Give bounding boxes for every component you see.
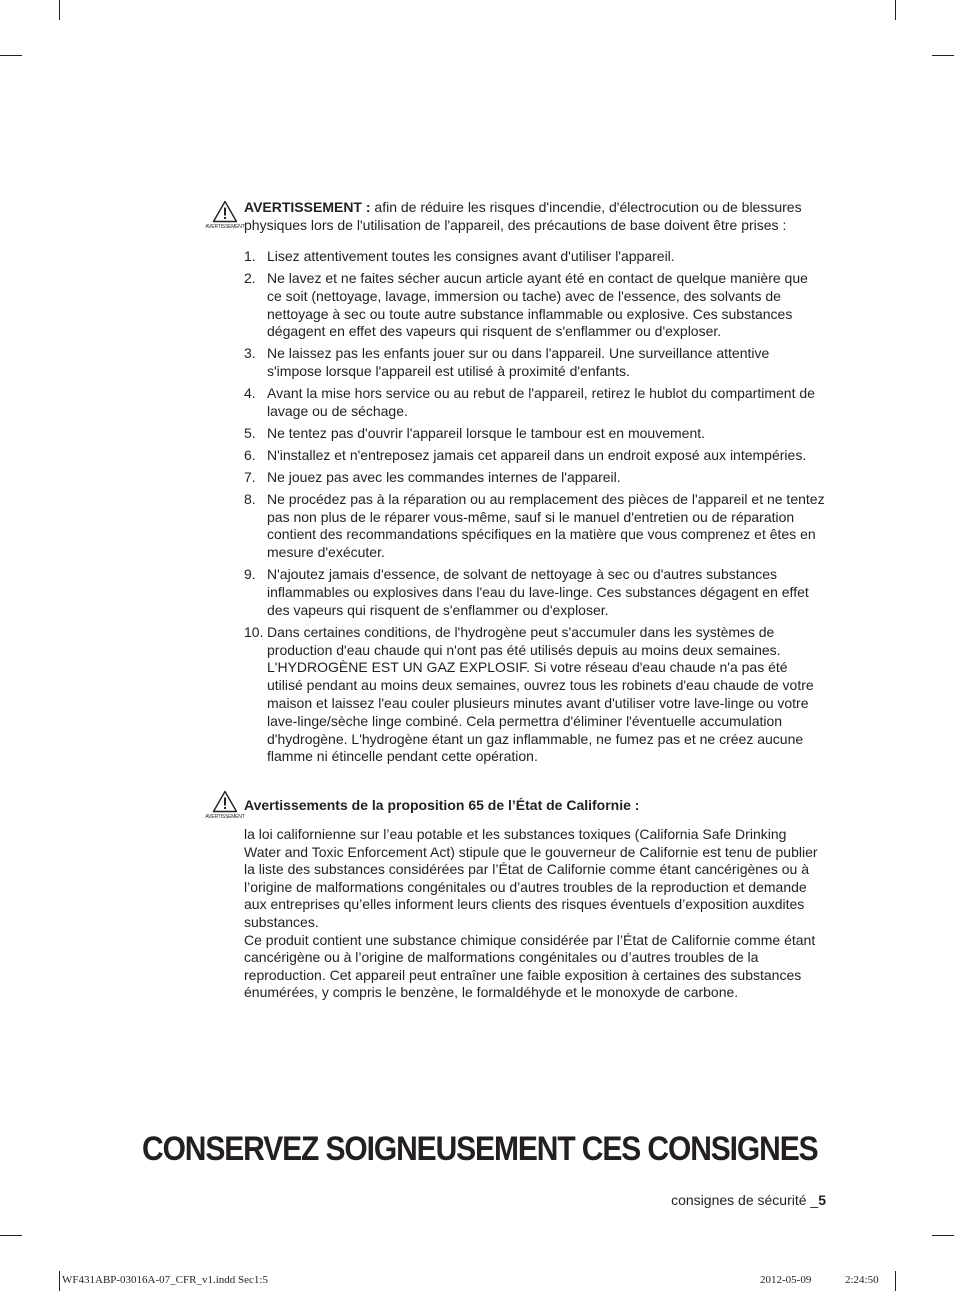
list-item-text: Avant la mise hors service ou au rebut de l'appareil, retirez le hublot du compartiment de lavage ou de séchage.	[267, 385, 815, 419]
prop65-body	[244, 826, 824, 1002]
list-item-text: Ne laissez pas les enfants jouer sur ou dans l'appareil. Une surveillance attentive s'impose lorsque l'appareil est utilisé à proximité d'enfants.	[267, 345, 770, 380]
prop65-heading	[244, 797, 826, 815]
page-number: 5	[818, 1192, 826, 1208]
list-item-text: N'installez et n'entreposez jamais cet appareil dans un endroit exposé aux intempéries.	[267, 446, 807, 463]
list-item-text: Dans certaines conditions, de l'hydrogène peut s'accumuler dans les systèmes de production d'eau chaude qui n'ont pas été utilisés depuis au moins deux semaines. L'HYDROGÈNE EST UN GAZ EXPLOSIF. Si votre réseau d'eau chaude n'a pas été utilisé pendant au moins deux semaines, ouvrez tous les robinets d'eau chaude de votre maison et laissez l'eau couler plusieurs minutes avant d'utiliser votre lave-linge ou votre lave-linge/sèche linge combiné. Cela permettra d'éliminer l'éventuelle accumulation d'hydrogène. L'hydrogène étant un gaz inflammable, ne fumez pas et ne créez aucune flamme ni étincelle pendant cette opération.	[267, 623, 814, 765]
warning-icon	[205, 790, 245, 822]
prop65-paragraph: Ce produit contient une substance chimique considérée par l’État de Californie comme étant cancérigène ou à l’origine de malformations congénitales ou d’autres troubles de la reproduction. Cet appareil peut entraîner une faible exposition à certaines des substances énumérées, y compris le benzène, le formaldéhyde et le monoxyde de carbone.	[244, 931, 816, 1001]
list-item	[244, 491, 826, 562]
list-item-number: 6.	[244, 446, 256, 463]
list-item	[244, 469, 826, 487]
prop65-paragraph: la loi californienne sur l’eau potable et les substances toxiques (California Safe Drinking Water and Toxic Enforcement Act) stipule que le gouverneur de Californie est tenu de publier la liste des substances considérées par l’État de Californie comme étant cancérigènes ou à l’origine de malformations congénitales ou d’autres troubles de la reproduction et demande aux entreprises qu’elles informent leurs clients des risques éventuels d’exposition auxdites substances.	[244, 826, 818, 930]
list-item-text: N'ajoutez jamais d'essence, de solvant de nettoyage à sec ou d'autres substances inflammables ou explosives dans l'eau du lave-linge. Ces substances dégagent en effet des vapeurs qui risquent de s'enflammer ou d'exploser.	[267, 566, 809, 618]
list-item-number: 1.	[244, 248, 256, 264]
list-item-number: 5.	[244, 424, 256, 441]
list-item	[244, 345, 826, 381]
list-item-number: 4.	[244, 385, 256, 402]
warning-icon-caption: AVERTISSEMENT	[205, 224, 245, 230]
list-item	[244, 624, 826, 766]
list-item	[244, 248, 826, 266]
crop-mark	[932, 1235, 954, 1236]
list-item-text: Lisez attentivement toutes les consignes avant d'utiliser l'appareil.	[267, 248, 675, 264]
section-name: consignes de sécurité _	[671, 1192, 819, 1208]
list-item-text: Ne jouez pas avec les commandes internes de l'appareil.	[267, 468, 621, 485]
crop-mark	[59, 0, 60, 20]
page-footer	[671, 1192, 826, 1208]
crop-mark	[895, 0, 896, 20]
list-item	[244, 385, 826, 421]
slug-time: 2:24:50	[845, 1274, 879, 1286]
list-item-number: 10.	[244, 623, 264, 640]
list-item-text: Ne lavez et ne faites sécher aucun article ayant été en contact de quelque manière que ce soit (nettoyage, lavage, immersion ou tache) avec de l'essence, des solvants de nettoyage à sec ou toute autre substance inflammable ou explosive. Ces substances dégagent en effet des vapeurs qui risquent de s'enflammer ou d'exploser.	[267, 269, 808, 340]
prop65-title: Avertissements de la proposition 65 de l’État de Californie :	[244, 797, 640, 813]
list-item-number: 7.	[244, 468, 256, 485]
list-item-number: 3.	[244, 345, 256, 362]
list-item-text: Ne procédez pas à la réparation ou au remplacement des pièces de l'appareil et ne tentez pas non plus de le réparer vous-même, sauf si le manuel d'entretien ou de réparation contient des recommandations spécifiques en la matière que vous comprenez et êtes en mesure d'exécuter.	[267, 490, 825, 561]
crop-mark	[895, 1271, 896, 1291]
page-title: CONSERVEZ SOIGNEUSEMENT CES CONSIGNES	[142, 1130, 818, 1168]
warning-icon-caption: AVERTISSEMENT	[205, 814, 245, 820]
slug-date: 2012-05-09	[760, 1274, 812, 1286]
safety-instructions-list	[244, 248, 826, 770]
warning-general	[244, 199, 826, 235]
slug-filename: WF431ABP-03016A-07_CFR_v1.indd Sec1:5	[62, 1274, 268, 1286]
list-item-number: 2.	[244, 269, 256, 286]
list-item-text: Ne tentez pas d'ouvrir l'appareil lorsque le tambour est en mouvement.	[267, 424, 706, 441]
list-item	[244, 270, 826, 341]
list-item-number: 8.	[244, 490, 256, 507]
crop-mark	[59, 1271, 60, 1291]
list-item	[244, 425, 826, 443]
warning-general-title: AVERTISSEMENT :	[244, 199, 371, 215]
crop-mark	[0, 55, 22, 56]
warning-general-text: afin de réduire les risques d'incendie, d'électrocution ou de blessures physiques lors de l'utilisation de l'appareil, des précautions de base doivent être prises :	[244, 199, 802, 233]
crop-mark	[0, 1235, 22, 1236]
list-item-number: 9.	[244, 566, 256, 583]
crop-mark	[932, 55, 954, 56]
warning-icon	[205, 200, 245, 232]
list-item	[244, 447, 826, 465]
list-item	[244, 566, 826, 619]
